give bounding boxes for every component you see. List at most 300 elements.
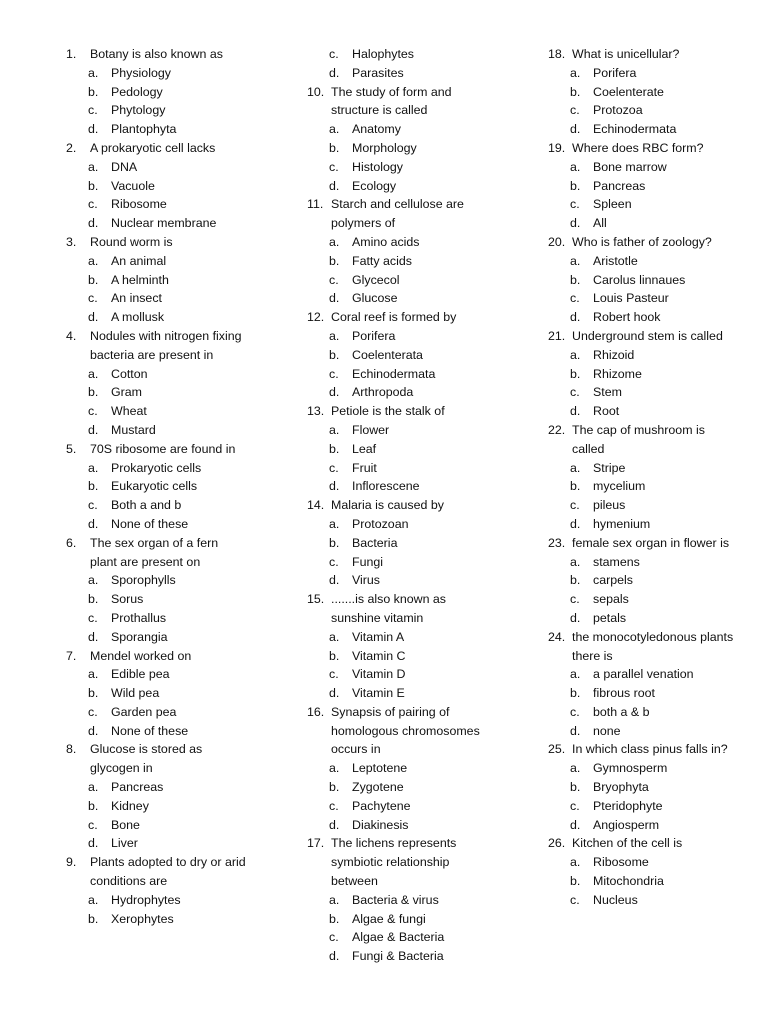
option-item: [548, 571, 738, 590]
option-text: Pancreas: [111, 780, 164, 795]
question-item: [548, 834, 738, 909]
question-line: [548, 834, 738, 853]
question-item: [548, 534, 738, 628]
option-text: none: [593, 723, 621, 738]
option-item: [66, 496, 248, 515]
option-item: [548, 64, 738, 83]
option-letter: b.: [570, 686, 581, 701]
question-line: [307, 496, 487, 515]
option-text: sepals: [593, 592, 629, 607]
option-letter: a.: [329, 629, 340, 644]
option-list: [66, 158, 248, 233]
question-text: Malaria is caused by: [331, 498, 444, 513]
column-3: [548, 45, 738, 910]
option-text: Virus: [352, 573, 381, 588]
option-text: Wild pea: [111, 686, 160, 701]
option-letter: a.: [570, 159, 581, 174]
option-item: [548, 271, 738, 290]
option-letter: c.: [329, 554, 339, 569]
question-item: [66, 440, 248, 534]
option-letter: c.: [88, 817, 98, 832]
option-letter: d.: [88, 836, 99, 851]
option-text: both a & b: [593, 704, 650, 719]
option-item: [307, 289, 487, 308]
option-text: Vitamin C: [352, 648, 406, 663]
question-item: [66, 233, 248, 327]
option-item: [548, 872, 738, 891]
option-text: Algae & Bacteria: [352, 930, 445, 945]
option-letter: b.: [88, 272, 99, 287]
option-item: [548, 252, 738, 271]
option-text: Coelenterate: [593, 84, 664, 99]
option-item: [66, 722, 248, 741]
option-text: Mustard: [111, 422, 156, 437]
option-letter: c.: [570, 291, 580, 306]
option-item: [307, 947, 487, 966]
question-number: 3.: [66, 234, 77, 249]
question-item: [307, 590, 487, 703]
option-item: [307, 120, 487, 139]
option-item: [548, 496, 738, 515]
option-item: [548, 308, 738, 327]
option-item: [307, 628, 487, 647]
option-letter: a.: [329, 234, 340, 249]
option-item: [307, 910, 487, 929]
option-text: Prothallus: [111, 610, 167, 625]
option-letter: d.: [329, 65, 340, 80]
question-number: 4.: [66, 328, 77, 343]
option-text: Diakinesis: [352, 817, 409, 832]
option-text: Morphology: [352, 140, 417, 155]
option-text: Cotton: [111, 366, 148, 381]
option-item: [548, 195, 738, 214]
option-letter: b.: [88, 798, 99, 813]
question-number: 6.: [66, 535, 77, 550]
option-text: Liver: [111, 836, 138, 851]
option-item: [307, 515, 487, 534]
option-list: [548, 759, 738, 834]
option-item: [66, 816, 248, 835]
option-text: None of these: [111, 516, 189, 531]
option-item: [66, 289, 248, 308]
option-letter: b.: [570, 178, 581, 193]
question-line: [307, 590, 487, 628]
option-text: Vitamin D: [352, 667, 406, 682]
option-text: Anatomy: [352, 122, 401, 137]
option-letter: b.: [329, 535, 340, 550]
option-text: Protozoa: [593, 103, 643, 118]
option-letter: c.: [570, 498, 580, 513]
option-list: [307, 421, 487, 496]
question-line: [548, 534, 738, 553]
option-item: [548, 703, 738, 722]
option-text: Glycecol: [352, 272, 400, 287]
option-letter: c.: [329, 47, 339, 61]
option-item: [307, 64, 487, 83]
option-text: pileus: [593, 498, 626, 513]
option-text: Parasites: [352, 65, 404, 80]
option-letter: d.: [88, 122, 99, 137]
option-text: Angiosperm: [593, 817, 660, 832]
option-item: [307, 928, 487, 947]
question-item: [548, 421, 738, 534]
option-letter: a.: [88, 366, 99, 381]
option-list: [548, 252, 738, 327]
option-list: [307, 327, 487, 402]
option-item: [66, 665, 248, 684]
option-list: [66, 459, 248, 534]
question-number: 21.: [548, 328, 566, 343]
option-letter: c.: [88, 610, 98, 625]
option-item: [307, 778, 487, 797]
option-item: [66, 477, 248, 496]
option-item: [307, 365, 487, 384]
option-item: [66, 365, 248, 384]
question-number: 26.: [548, 836, 566, 851]
option-item: [548, 177, 738, 196]
option-item: [66, 120, 248, 139]
question-text: Nodules with nitrogen fixing bacteria are present in: [90, 328, 242, 362]
question-number: 12.: [307, 310, 325, 325]
option-list: [66, 252, 248, 327]
option-letter: b.: [88, 385, 99, 400]
question-text: Underground stem is called: [572, 328, 723, 343]
question-text: The study of form and structure is called: [331, 84, 452, 118]
option-text: Spleen: [593, 197, 632, 212]
question-item: [66, 647, 248, 741]
question-text: Botany is also known as: [90, 47, 223, 61]
option-text: Louis Pasteur: [593, 291, 669, 306]
option-text: Fungi & Bacteria: [352, 949, 444, 964]
option-text: Algae & fungi: [352, 911, 426, 926]
option-text: Stem: [593, 385, 622, 400]
option-letter: c.: [88, 197, 98, 212]
option-letter: a.: [88, 780, 99, 795]
option-item: [66, 252, 248, 271]
option-text: Bone: [111, 817, 140, 832]
option-item: [66, 590, 248, 609]
option-letter: d.: [88, 516, 99, 531]
option-letter: d.: [329, 817, 340, 832]
option-text: Protozoan: [352, 516, 409, 531]
question-line: [307, 83, 487, 121]
option-item: [548, 83, 738, 102]
question-item: [307, 83, 487, 196]
option-text: Gram: [111, 385, 142, 400]
option-letter: a.: [88, 253, 99, 268]
option-text: Fruit: [352, 460, 377, 475]
question-line: [66, 139, 248, 158]
option-list: [307, 515, 487, 590]
option-item: [548, 684, 738, 703]
option-item: [548, 120, 738, 139]
option-item: [548, 891, 738, 910]
option-letter: a.: [329, 422, 340, 437]
option-item: [548, 665, 738, 684]
column-2: [307, 45, 487, 966]
option-text: petals: [593, 610, 627, 625]
option-item: [548, 590, 738, 609]
question-text: Round worm is: [90, 234, 173, 249]
option-letter: a.: [570, 65, 581, 80]
option-text: a parallel venation: [593, 667, 694, 682]
option-item: [66, 628, 248, 647]
option-item: [307, 797, 487, 816]
option-text: Robert hook: [593, 310, 661, 325]
option-list: [548, 853, 738, 909]
option-letter: b.: [88, 592, 99, 607]
option-letter: a.: [570, 554, 581, 569]
option-letter: b.: [570, 366, 581, 381]
option-text: Sporophylls: [111, 573, 176, 588]
option-item: [66, 195, 248, 214]
option-text: Vacuole: [111, 178, 155, 193]
option-item: [307, 158, 487, 177]
option-letter: d.: [88, 629, 99, 644]
question-text: Mendel worked on: [90, 648, 192, 663]
option-item: [66, 308, 248, 327]
option-text: Wheat: [111, 404, 147, 419]
option-item: [66, 177, 248, 196]
option-text: Pedology: [111, 84, 163, 99]
option-text: A helminth: [111, 272, 169, 287]
option-letter: b.: [570, 272, 581, 287]
option-item: [548, 797, 738, 816]
option-text: Vitamin E: [352, 686, 405, 701]
option-letter: c.: [329, 366, 339, 381]
option-letter: a.: [570, 460, 581, 475]
option-list: [307, 120, 487, 195]
option-item: [66, 609, 248, 628]
option-text: Sporangia: [111, 629, 168, 644]
option-letter: b.: [570, 573, 581, 588]
question-text: female sex organ in flower is: [572, 535, 730, 550]
question-line: [307, 402, 487, 421]
option-item: [548, 459, 738, 478]
option-text: stamens: [593, 554, 640, 569]
option-text: Fungi: [352, 554, 383, 569]
option-text: Zygotene: [352, 780, 404, 795]
option-item: [548, 477, 738, 496]
question-text: In which class pinus falls in?: [572, 742, 728, 757]
option-letter: d.: [329, 479, 340, 494]
option-item: [548, 214, 738, 233]
option-text: Ecology: [352, 178, 397, 193]
option-text: Stripe: [593, 460, 626, 475]
question-number: 16.: [307, 704, 325, 719]
option-letter: d.: [329, 178, 340, 193]
option-letter: b.: [329, 441, 340, 456]
option-item: [548, 515, 738, 534]
option-letter: b.: [88, 479, 99, 494]
option-letter: c.: [570, 197, 580, 212]
option-letter: d.: [570, 122, 581, 137]
option-letter: a.: [329, 122, 340, 137]
option-text: Nuclear membrane: [111, 216, 217, 231]
option-text: Ribosome: [111, 197, 167, 212]
question-item: [66, 139, 248, 233]
question-item: [307, 496, 487, 590]
option-letter: c.: [329, 798, 339, 813]
option-item: [548, 346, 738, 365]
option-list: [66, 778, 248, 853]
option-list: [66, 571, 248, 646]
option-text: carpels: [593, 573, 633, 588]
option-item: [66, 459, 248, 478]
option-letter: a.: [570, 347, 581, 362]
question-item: [66, 740, 248, 853]
option-text: Rhizoid: [593, 347, 635, 362]
option-letter: c.: [88, 404, 98, 419]
option-letter: a.: [570, 253, 581, 268]
question-item: [548, 45, 738, 139]
option-letter: b.: [88, 911, 99, 926]
option-letter: d.: [329, 949, 340, 964]
option-item: [548, 158, 738, 177]
option-text: Carolus linnaues: [593, 272, 686, 287]
option-item: [66, 515, 248, 534]
option-text: Edible pea: [111, 667, 170, 682]
option-letter: d.: [570, 610, 581, 625]
option-item: [307, 271, 487, 290]
question-text: Where does RBC form?: [572, 140, 704, 155]
question-line: [66, 45, 248, 64]
option-item: [307, 534, 487, 553]
question-line: [548, 628, 738, 666]
option-item: [307, 421, 487, 440]
option-letter: b.: [329, 140, 340, 155]
option-letter: a.: [570, 761, 581, 776]
option-text: Pachytene: [352, 798, 411, 813]
question-number: 23.: [548, 535, 566, 550]
option-letter: c.: [329, 460, 339, 475]
option-letter: d.: [570, 404, 581, 419]
option-item: [548, 722, 738, 741]
option-text: Physiology: [111, 65, 171, 80]
option-item: [66, 383, 248, 402]
option-item: [66, 101, 248, 120]
option-text: Prokaryotic cells: [111, 460, 202, 475]
question-line: [66, 853, 248, 891]
option-letter: a.: [329, 516, 340, 531]
question-text: Starch and cellulose are polymers of: [331, 197, 464, 231]
option-item: [307, 891, 487, 910]
option-letter: d.: [570, 516, 581, 531]
option-letter: c.: [88, 103, 98, 118]
option-letter: c.: [570, 385, 580, 400]
option-text: An animal: [111, 253, 167, 268]
question-line: [307, 834, 487, 890]
option-list: [548, 346, 738, 421]
question-line: [307, 703, 487, 759]
option-list: [548, 158, 738, 233]
question-number: 24.: [548, 629, 566, 644]
option-item: [548, 816, 738, 835]
option-letter: c.: [570, 798, 580, 813]
question-item: [548, 233, 738, 327]
option-letter: d.: [570, 216, 581, 231]
option-letter: a.: [88, 667, 99, 682]
option-text: Bacteria: [352, 535, 398, 550]
option-text: Garden pea: [111, 704, 177, 719]
option-list: [307, 45, 487, 83]
question-number: 18.: [548, 47, 566, 61]
option-text: Fatty acids: [352, 253, 412, 268]
question-number: 8.: [66, 742, 77, 757]
option-item: [307, 759, 487, 778]
option-text: An insect: [111, 291, 162, 306]
option-text: fibrous root: [593, 686, 655, 701]
option-item: [66, 703, 248, 722]
option-item: [307, 252, 487, 271]
option-letter: b.: [329, 648, 340, 663]
option-letter: d.: [570, 817, 581, 832]
option-letter: b.: [570, 780, 581, 795]
option-text: Histology: [352, 159, 403, 174]
option-letter: a.: [88, 573, 99, 588]
question-line: [548, 421, 738, 459]
question-line: [66, 327, 248, 365]
option-text: Arthropoda: [352, 385, 414, 400]
option-letter: b.: [570, 84, 581, 99]
question-number: 25.: [548, 742, 566, 757]
option-text: Hydrophytes: [111, 892, 181, 907]
option-text: Bacteria & virus: [352, 892, 439, 907]
option-letter: a.: [570, 667, 581, 682]
option-item: [66, 684, 248, 703]
question-number: 1.: [66, 47, 77, 61]
option-text: Porifera: [593, 65, 637, 80]
question-line: [548, 233, 738, 252]
question-line: [548, 740, 738, 759]
option-letter: c.: [88, 498, 98, 513]
option-letter: b.: [570, 479, 581, 494]
question-item: [66, 534, 248, 647]
option-item: [307, 346, 487, 365]
question-number: 20.: [548, 234, 566, 249]
option-text: Halophytes: [352, 47, 414, 61]
question-number: 17.: [307, 836, 325, 851]
question-number: 14.: [307, 498, 325, 513]
option-letter: c.: [570, 103, 580, 118]
question-line: [307, 308, 487, 327]
question-item: [307, 834, 487, 966]
option-text: Pancreas: [593, 178, 646, 193]
question-number: 10.: [307, 84, 325, 99]
question-item: [548, 740, 738, 834]
question-item: [307, 703, 487, 835]
option-letter: d.: [88, 422, 99, 437]
question-line: [548, 139, 738, 158]
question-number: 7.: [66, 648, 77, 663]
option-text: Both a and b: [111, 498, 182, 513]
option-item: [548, 101, 738, 120]
option-text: Aristotle: [593, 253, 638, 268]
option-item: [548, 609, 738, 628]
option-item: [307, 233, 487, 252]
question-number: 11.: [307, 197, 324, 212]
option-item: [66, 271, 248, 290]
option-item: [307, 553, 487, 572]
question-item: [66, 45, 248, 139]
question-number: 22.: [548, 422, 566, 437]
question-text: Petiole is the stalk of: [331, 404, 445, 419]
option-letter: b.: [88, 84, 99, 99]
option-text: Phytology: [111, 103, 166, 118]
question-item: [307, 195, 487, 308]
option-text: mycelium: [593, 479, 646, 494]
question-text: The lichens represents symbiotic relationship between: [331, 836, 457, 889]
